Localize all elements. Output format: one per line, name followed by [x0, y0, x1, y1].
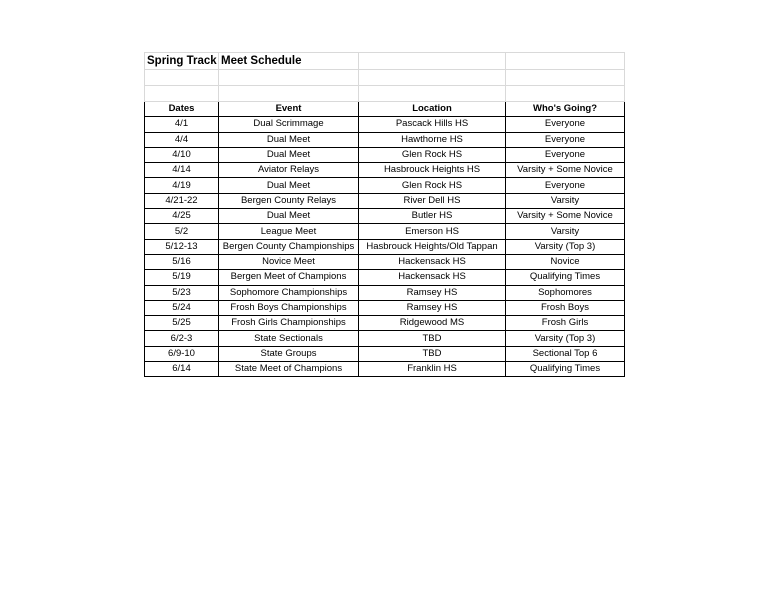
table-row [145, 316, 625, 331]
date-cell: 4/1 [145, 117, 219, 132]
event-cell: Bergen County Championships [219, 239, 359, 254]
table-row [145, 254, 625, 269]
event-cell: Dual Meet [219, 147, 359, 162]
event-cell: Dual Scrimmage [219, 117, 359, 132]
location-cell: Hackensack HS [359, 270, 506, 285]
attendees-cell: Everyone [506, 132, 625, 147]
date-cell: 6/14 [145, 362, 219, 377]
table-row [145, 147, 625, 162]
event-cell: Dual Meet [219, 209, 359, 224]
location-cell: TBD [359, 331, 506, 346]
location-cell: Hasbrouck Heights/Old Tappan [359, 239, 506, 254]
blank-cell [145, 70, 219, 86]
table-row [145, 285, 625, 300]
location-cell: Hackensack HS [359, 254, 506, 269]
blank-row [145, 86, 625, 102]
header-dates: Dates [145, 102, 219, 117]
blank-cell [359, 86, 506, 102]
attendees-cell: Varsity [506, 193, 625, 208]
blank-cell [359, 70, 506, 86]
header-event: Event [219, 102, 359, 117]
schedule-table [144, 52, 625, 377]
date-cell: 6/2-3 [145, 331, 219, 346]
table-row [145, 239, 625, 254]
title-part-1: Spring Track [145, 53, 219, 70]
date-cell: 6/9-10 [145, 346, 219, 361]
event-cell: Bergen County Relays [219, 193, 359, 208]
location-cell: River Dell HS [359, 193, 506, 208]
attendees-cell: Novice [506, 254, 625, 269]
title-row [145, 53, 625, 70]
table-row [145, 224, 625, 239]
table-row [145, 163, 625, 178]
event-cell: Frosh Girls Championships [219, 316, 359, 331]
date-cell: 5/12-13 [145, 239, 219, 254]
event-cell: Dual Meet [219, 178, 359, 193]
attendees-cell: Sectional Top 6 [506, 346, 625, 361]
blank-cell [145, 86, 219, 102]
date-cell: 4/25 [145, 209, 219, 224]
header-whos-going: Who's Going? [506, 102, 625, 117]
event-cell: Aviator Relays [219, 163, 359, 178]
spreadsheet [144, 52, 625, 377]
blank-cell [506, 70, 625, 86]
event-cell: Sophomore Championships [219, 285, 359, 300]
date-cell: 5/19 [145, 270, 219, 285]
blank-cell [506, 53, 625, 70]
location-cell: Ridgewood MS [359, 316, 506, 331]
event-cell: Frosh Boys Championships [219, 300, 359, 315]
location-cell: Ramsey HS [359, 285, 506, 300]
table-row [145, 193, 625, 208]
date-cell: 4/14 [145, 163, 219, 178]
date-cell: 5/16 [145, 254, 219, 269]
attendees-cell: Everyone [506, 147, 625, 162]
location-cell: Pascack Hills HS [359, 117, 506, 132]
table-row [145, 270, 625, 285]
date-cell: 4/21-22 [145, 193, 219, 208]
attendees-cell: Varsity (Top 3) [506, 239, 625, 254]
location-cell: Butler HS [359, 209, 506, 224]
attendees-cell: Qualifying Times [506, 362, 625, 377]
blank-cell [219, 70, 359, 86]
blank-row [145, 70, 625, 86]
date-cell: 5/24 [145, 300, 219, 315]
table-row [145, 362, 625, 377]
date-cell: 4/10 [145, 147, 219, 162]
location-cell: Glen Rock HS [359, 178, 506, 193]
attendees-cell: Varsity [506, 224, 625, 239]
attendees-cell: Sophomores [506, 285, 625, 300]
location-cell: Glen Rock HS [359, 147, 506, 162]
attendees-cell: Frosh Girls [506, 316, 625, 331]
event-cell: Novice Meet [219, 254, 359, 269]
location-cell: Hawthorne HS [359, 132, 506, 147]
event-cell: State Groups [219, 346, 359, 361]
table-row [145, 132, 625, 147]
event-cell: Bergen Meet of Champions [219, 270, 359, 285]
attendees-cell: Varsity + Some Novice [506, 209, 625, 224]
blank-cell [506, 86, 625, 102]
attendees-cell: Varsity (Top 3) [506, 331, 625, 346]
date-cell: 5/2 [145, 224, 219, 239]
date-cell: 5/23 [145, 285, 219, 300]
location-cell: TBD [359, 346, 506, 361]
event-cell: Dual Meet [219, 132, 359, 147]
header-location: Location [359, 102, 506, 117]
attendees-cell: Everyone [506, 178, 625, 193]
header-row [145, 102, 625, 117]
attendees-cell: Varsity + Some Novice [506, 163, 625, 178]
attendees-cell: Qualifying Times [506, 270, 625, 285]
table-row [145, 209, 625, 224]
attendees-cell: Frosh Boys [506, 300, 625, 315]
attendees-cell: Everyone [506, 117, 625, 132]
blank-cell [359, 53, 506, 70]
location-cell: Ramsey HS [359, 300, 506, 315]
event-cell: State Meet of Champions [219, 362, 359, 377]
table-row [145, 331, 625, 346]
table-row [145, 346, 625, 361]
event-cell: State Sectionals [219, 331, 359, 346]
location-cell: Franklin HS [359, 362, 506, 377]
date-cell: 4/19 [145, 178, 219, 193]
date-cell: 5/25 [145, 316, 219, 331]
table-row [145, 300, 625, 315]
title-part-2: Meet Schedule [219, 53, 359, 70]
table-row [145, 117, 625, 132]
location-cell: Hasbrouck Heights HS [359, 163, 506, 178]
table-row [145, 178, 625, 193]
event-cell: League Meet [219, 224, 359, 239]
blank-cell [219, 86, 359, 102]
date-cell: 4/4 [145, 132, 219, 147]
location-cell: Emerson HS [359, 224, 506, 239]
